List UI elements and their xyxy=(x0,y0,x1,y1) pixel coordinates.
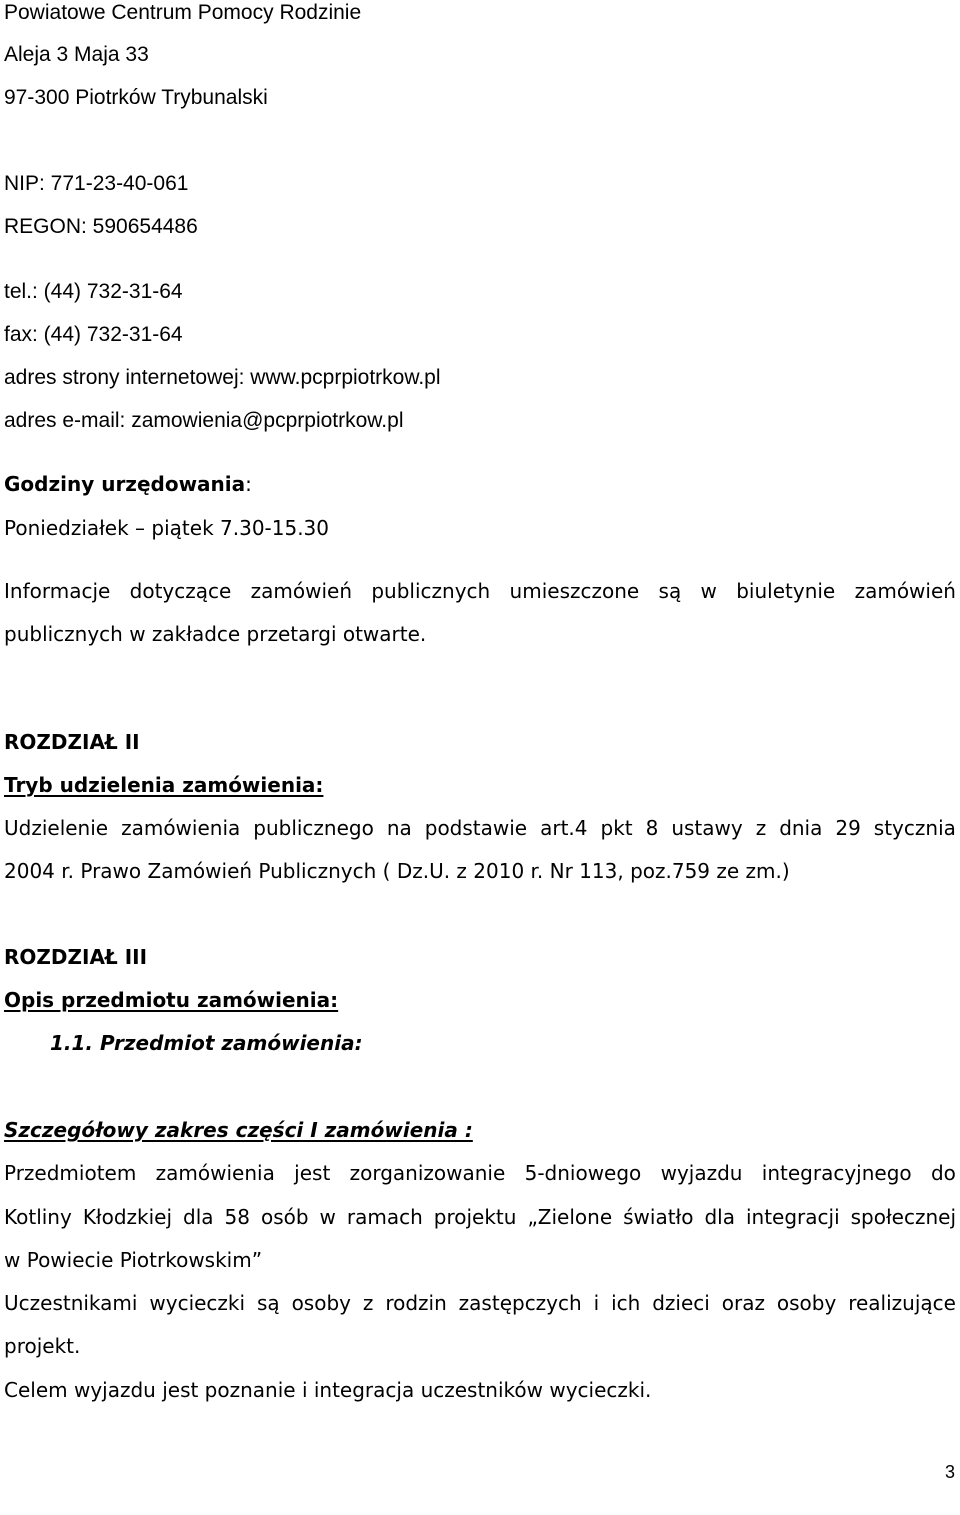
word: wyjazdu xyxy=(660,1161,743,1185)
word: 8 xyxy=(645,816,659,840)
scope-paragraph-line-1 xyxy=(4,1160,956,1186)
scope-paragraph-line-3: w Powiecie Piotrkowskim” xyxy=(4,1248,263,1272)
section-3-heading: ROZDZIAŁ III xyxy=(4,945,148,969)
address-city: 97-300 Piotrków Trybunalski xyxy=(4,86,268,109)
scope-heading: Szczegółowy zakres części I zamówienia : xyxy=(4,1118,473,1142)
section-2-paragraph-line-1 xyxy=(4,815,956,841)
word: w xyxy=(319,1205,336,1229)
word: do xyxy=(930,1161,956,1185)
word: dla xyxy=(183,1205,214,1229)
word: zamówienia xyxy=(155,1161,275,1185)
word: pkt xyxy=(600,816,633,840)
info-paragraph-line-1 xyxy=(4,578,956,604)
page-number: 3 xyxy=(945,1462,956,1482)
website-address: adres strony internetowej: www.pcprpiotrkow.pl xyxy=(4,366,441,389)
word: publicznego xyxy=(253,816,374,840)
word: podstawie xyxy=(424,816,528,840)
word: realizujące xyxy=(848,1291,956,1315)
word: zorganizowanie xyxy=(349,1161,506,1185)
office-hours-label: Godziny urzędowania xyxy=(4,472,246,496)
word: ustawy xyxy=(671,816,743,840)
word: Przedmiotem xyxy=(4,1161,137,1185)
office-hours-colon: : xyxy=(245,472,252,496)
word: rodzin xyxy=(385,1291,447,1315)
scope-paragraph-line-2 xyxy=(4,1204,956,1230)
word: ich xyxy=(611,1291,641,1315)
word: w xyxy=(700,579,717,603)
section-2-paragraph-line-2: 2004 r. Prawo Zamówień Publicznych ( Dz.U. z 2010 r. Nr 113, poz.759 ze zm.) xyxy=(4,859,790,883)
word: społecznej xyxy=(850,1205,956,1229)
office-hours-heading xyxy=(4,471,252,497)
word: osób xyxy=(260,1205,309,1229)
phone-number: tel.: (44) 732-31-64 xyxy=(4,280,183,303)
org-name: Powiatowe Centrum Pomocy Rodzinie xyxy=(4,1,362,24)
word: 29 xyxy=(835,816,861,840)
word: 58 xyxy=(224,1205,250,1229)
word: jest xyxy=(294,1161,331,1185)
word: dzieci xyxy=(652,1291,710,1315)
word: Udzielenie xyxy=(4,816,109,840)
email-address: adres e-mail: zamowienia@pcprpiotrkow.pl xyxy=(4,409,404,432)
word: oraz xyxy=(721,1291,765,1315)
word: dnia xyxy=(779,816,823,840)
word: zamówień xyxy=(250,579,353,603)
word: osoby xyxy=(776,1291,837,1315)
word: dla xyxy=(704,1205,735,1229)
word: osoby xyxy=(291,1291,351,1315)
word: wycieczki xyxy=(149,1291,246,1315)
word: i xyxy=(593,1291,600,1315)
word: na xyxy=(386,816,412,840)
word: zastępczych xyxy=(458,1291,582,1315)
word: Kłodzkiej xyxy=(82,1205,173,1229)
word: 5-dniowego xyxy=(524,1161,642,1185)
section-2-subheading: Tryb udzielenia zamówienia: xyxy=(4,773,324,797)
word: światło xyxy=(623,1205,694,1229)
word: integracji xyxy=(745,1205,840,1229)
word: dotyczące xyxy=(129,579,232,603)
section-3-subheading: Opis przedmiotu zamówienia: xyxy=(4,988,339,1012)
word: projektu xyxy=(433,1205,517,1229)
word: zamówienia xyxy=(121,816,241,840)
word: publicznych xyxy=(371,579,491,603)
word: są xyxy=(658,579,682,603)
word: z xyxy=(755,816,767,840)
word: z xyxy=(362,1291,374,1315)
word: ramach xyxy=(346,1205,423,1229)
word: zamówień xyxy=(854,579,956,603)
participants-paragraph-line-1 xyxy=(4,1290,956,1316)
goal-paragraph: Celem wyjazdu jest poznanie i integracja uczestników wycieczki. xyxy=(4,1378,652,1402)
word: integracyjnego xyxy=(761,1161,912,1185)
info-paragraph-line-2: publicznych w zakładce przetargi otwarte. xyxy=(4,622,427,646)
word: „Zielone xyxy=(527,1205,613,1229)
word: stycznia xyxy=(873,816,956,840)
fax-number: fax: (44) 732-31-64 xyxy=(4,323,183,346)
word: Kotliny xyxy=(4,1205,72,1229)
address-street: Aleja 3 Maja 33 xyxy=(4,43,149,66)
word: biuletynie xyxy=(736,579,836,603)
word: są xyxy=(256,1291,280,1315)
word: Uczestnikami xyxy=(4,1291,138,1315)
word: art.4 xyxy=(540,816,588,840)
subject-point-heading: 1.1. Przedmiot zamówienia: xyxy=(50,1031,363,1055)
word: umieszczone xyxy=(509,579,640,603)
section-2-heading: ROZDZIAŁ II xyxy=(4,730,140,754)
office-hours-value: Poniedziałek – piątek 7.30-15.30 xyxy=(4,516,330,540)
word: Informacje xyxy=(4,579,111,603)
regon-number: REGON: 590654486 xyxy=(4,215,198,238)
nip-number: NIP: 771-23-40-061 xyxy=(4,172,189,195)
participants-paragraph-line-2: projekt. xyxy=(4,1334,81,1358)
